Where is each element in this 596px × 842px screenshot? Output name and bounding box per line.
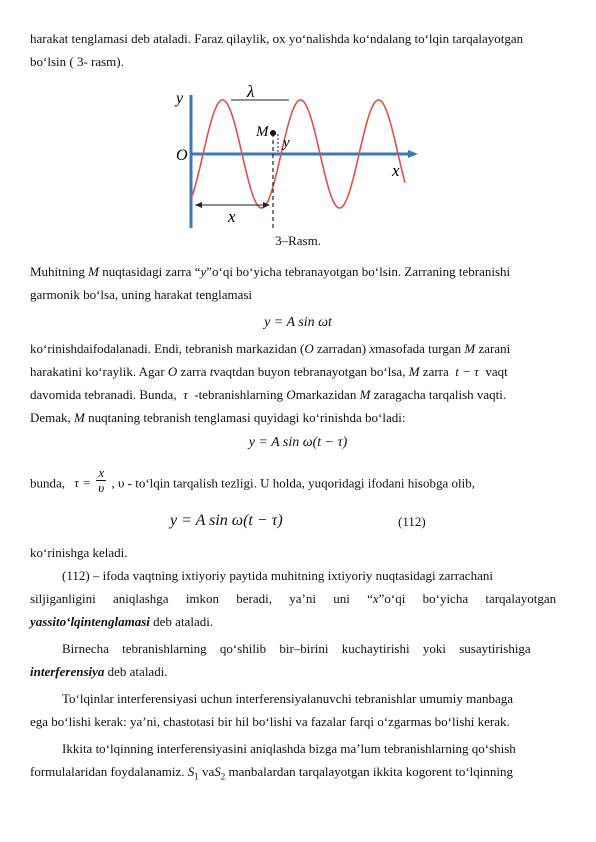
- para1-line-2: garmonik bo‘lsa, uning harakat tenglamasi: [30, 287, 253, 302]
- para6-line-1: To‘lqinlar interferensiyasi uchun interferensiyalanuvchi tebranishlar umumiy manbaga: [62, 691, 514, 706]
- fraction-denominator: υ: [98, 480, 105, 495]
- intro-line-2: bo‘lsin ( 3- rasm).: [30, 54, 124, 69]
- para7-l2-b: va: [198, 764, 215, 779]
- para2-line-4: Demak, M nuqtaning tebranish tenglamasi quyidagi ko‘rinishda bo‘ladi:: [30, 410, 406, 425]
- para1-line-1: Muhitning M nuqtasidagi zarra “y”o‘qi bo‘yicha tebranayotgan bo‘lsin. Zarraning tebranishi: [30, 264, 511, 279]
- para4-l3-rest: deb ataladi.: [149, 614, 214, 629]
- equation-number: (112): [398, 514, 426, 529]
- para2-line-1: ko‘rinishdaifodalanadi. Endi, tebranish markazidan (O zarradan) xmasofada turgan M zarani: [30, 341, 511, 356]
- figure-caption: 3–Rasm.: [275, 233, 321, 248]
- para7-l2-c: manbalardan tarqalayotgan ikkita kogorent to‘lqinning: [225, 764, 514, 779]
- fraction-numerator: x: [96, 466, 106, 481]
- label-x-axis: x: [392, 161, 400, 180]
- x-dim-arrow-left: [195, 202, 202, 208]
- label-lambda: λ: [247, 82, 255, 101]
- para5-line-2: [30, 663, 565, 681]
- label-y: y: [176, 90, 184, 107]
- source-s1: S: [187, 764, 195, 779]
- term-plane-wave: yassito‘lqintenglamasi: [30, 614, 150, 629]
- bunda-line: [30, 465, 565, 499]
- source-s1-sub: 1: [194, 771, 199, 782]
- point-m: [270, 130, 276, 136]
- label-x-dim: x: [228, 207, 236, 226]
- para3: ko‘rinishga keladi.: [30, 545, 128, 560]
- equation-2: y = A sin ω(t − τ): [248, 435, 348, 450]
- para2-line-3: davomida tebranadi. Bunda, τ -tebranishlarning Omarkazidan M zaragacha tarqalish vaqti.: [30, 387, 507, 402]
- para4-line-3: [30, 613, 565, 631]
- label-m: M: [256, 124, 269, 140]
- fraction-x-over-v: [96, 466, 106, 495]
- bunda-rest: , υ - to‘lqin tarqalish tezligi. U holda, yuqoridagi ifodani hisobga olib,: [111, 475, 475, 491]
- para6-line-2: ega bo‘lishi kerak: ya’ni, chastotasi bir hil bo‘lishi va fazalar farqi o‘zgarmas bo‘lishi kerak.: [30, 714, 510, 729]
- label-y-small: y: [283, 135, 290, 151]
- x-axis-arrow: [408, 150, 418, 158]
- source-s2-sub: 2: [220, 771, 226, 782]
- para2-line-2: harakatini ko‘raylik. Agar O zarra tvaqtdan buyon tebranayotgan bo‘lsa, M zarra t − τ vaqt: [30, 364, 508, 379]
- para7-line-1: Ikkita to‘lqinning interferensiyasini aniqlashda bizga ma’lum tebranishlarning qo‘shish: [62, 741, 516, 756]
- wave-figure: [0, 82, 596, 232]
- para4-line-2: siljiganligini aniqlashga imkon beradi, ya’ni uni “x”o‘qi bo‘yicha tarqalayotgan: [30, 591, 557, 606]
- intro-line-1: harakat tenglamasi deb ataladi. Faraz qilaylik, ox yo‘nalishda ko‘ndalang to‘lqin tarqalayotgan: [30, 31, 524, 46]
- term-interference: interferensiya: [30, 664, 105, 679]
- para7-line-2: [30, 763, 565, 786]
- para5-line-1: Birnecha tebranishlarning qo‘shilib bir–birini kuchaytirishi yoki susaytirishiga: [62, 641, 531, 656]
- equation-3: y = A sin ω(t − τ): [170, 512, 283, 529]
- bunda-prefix: bunda,: [30, 475, 66, 491]
- source-s2: S: [214, 764, 221, 779]
- equation-1: y = A sin ωt: [264, 315, 332, 330]
- para5-l2-rest: deb ataladi.: [104, 664, 168, 679]
- label-o: O: [176, 147, 188, 164]
- para7-l2-a: formulalaridan foydalanamiz.: [30, 764, 188, 779]
- para4-line-1: (112) – ifoda vaqtning ixtiyoriy paytida muhitning ixtiyoriy nuqtasidagi zarrachani: [62, 568, 493, 583]
- tau-equals: τ =: [74, 475, 91, 491]
